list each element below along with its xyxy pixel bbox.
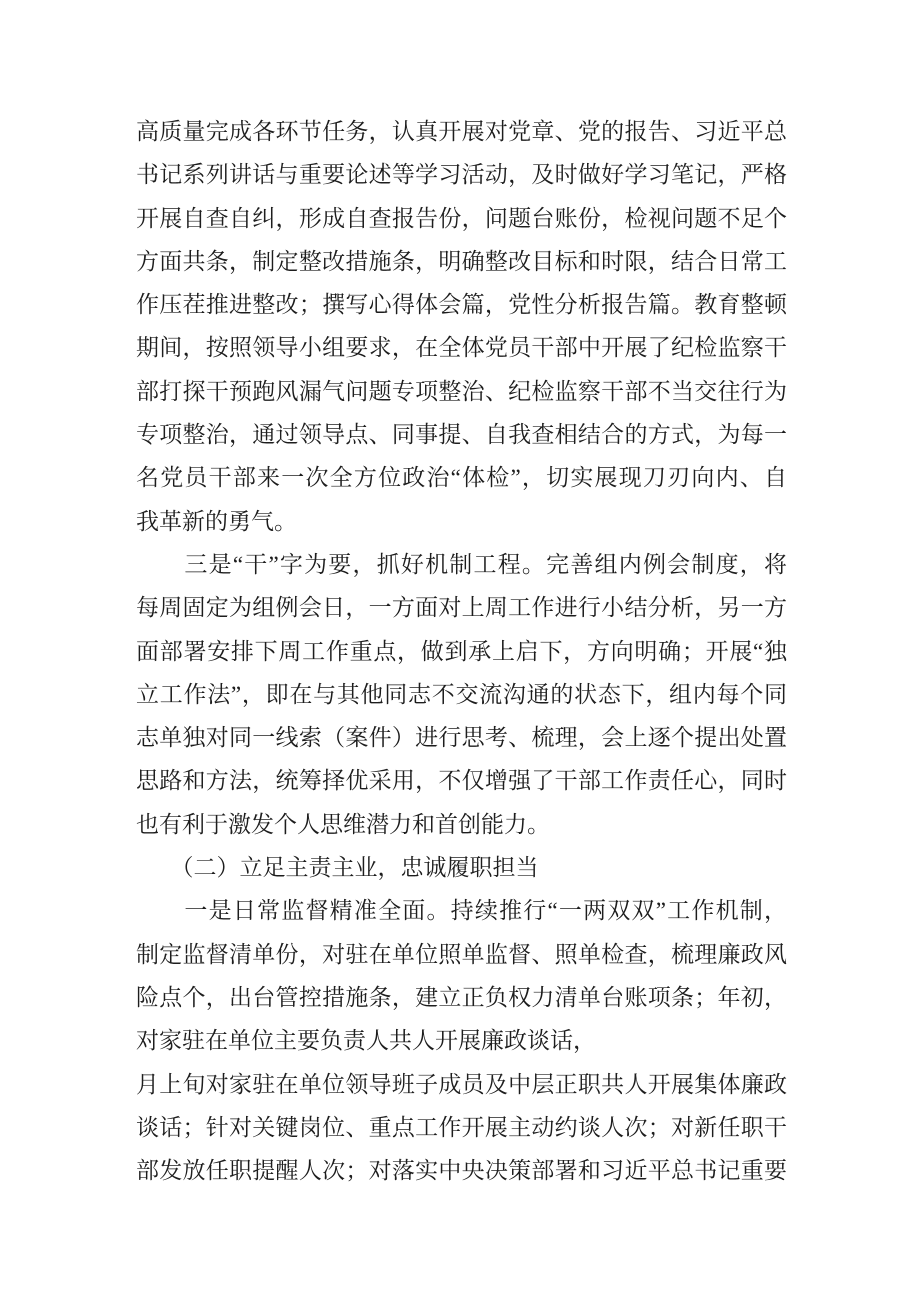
text-line-paragraph-end: 也有利于激发个人思维潜力和首创能力。	[136, 811, 550, 837]
text-line: 期间，按照领导小组要求，在全体党员干部中开展了纪检监察干	[136, 335, 787, 361]
text-line-paragraph-end: 对家驻在单位主要负责人共人开展廉政谈话，	[136, 1028, 596, 1054]
section-heading-line: （二）立足主责主业，忠诚履职担当	[136, 855, 539, 881]
text-line: 立工作法”，即在与其他同志不交流沟通的状态下，组内每个同	[136, 681, 787, 707]
text-line: 险点个，出台管控措施条，建立正负权力清单台账项条；年初，	[136, 984, 787, 1010]
text-line: 作压茬推进整改；撰写心得体会篇，党性分析报告篇。教育整顿	[136, 292, 787, 318]
text-line: 部发放任职提醒人次；对落实中央决策部署和习近平总书记重要	[136, 1158, 787, 1184]
text-line: 一是日常监督精准全面。持续推行“一两双双”工作机制，	[136, 898, 787, 924]
text-line: 名党员干部来一次全方位政治“体检”，切实展现刀刃向内、自	[136, 465, 787, 491]
text-line: 高质量完成各环节任务，认真开展对党章、党的报告、习近平总	[136, 119, 787, 144]
text-line: 三是“干”字为要，抓好机制工程。完善组内例会制度，将	[136, 551, 787, 577]
text-line: 部打探干预跑风漏气问题专项整治、纪检监察干部不当交往行为	[136, 378, 787, 404]
text-line-paragraph-end: 我革新的勇气。	[136, 508, 297, 534]
text-line: 每周固定为组例会日，一方面对上周工作进行小结分析，另一方	[136, 595, 787, 621]
text-line: 谈话；针对关键岗位、重点工作开展主动约谈人次；对新任职干	[136, 1114, 787, 1140]
text-line: 月上旬对家驻在单位领导班子成员及中层正职共人开展集体廉政	[136, 1071, 787, 1097]
text-line: 方面共条，制定整改措施条，明确整改目标和时限，结合日常工	[136, 248, 787, 274]
text-line: 思路和方法，统筹择优采用，不仅增强了干部工作责任心，同时	[136, 768, 787, 794]
text-line: 开展自查自纠，形成自查报告份，问题台账份，检视问题不足个	[136, 205, 787, 231]
document-text-block	[136, 110, 787, 1192]
text-line: 专项整治，通过领导点、同事提、自我查相结合的方式，为每一	[136, 422, 787, 448]
text-line: 书记系列讲话与重要论述等学习活动，及时做好学习笔记，严格	[136, 162, 787, 188]
text-line: 志单独对同一线索（案件）进行思考、梳理，会上逐个提出处置	[136, 725, 787, 751]
text-line: 制定监督清单份，对驻在单位照单监督、照单检查，梳理廉政风	[136, 941, 787, 967]
text-line: 面部署安排下周工作重点，做到承上启下，方向明确；开展“独	[136, 638, 787, 664]
